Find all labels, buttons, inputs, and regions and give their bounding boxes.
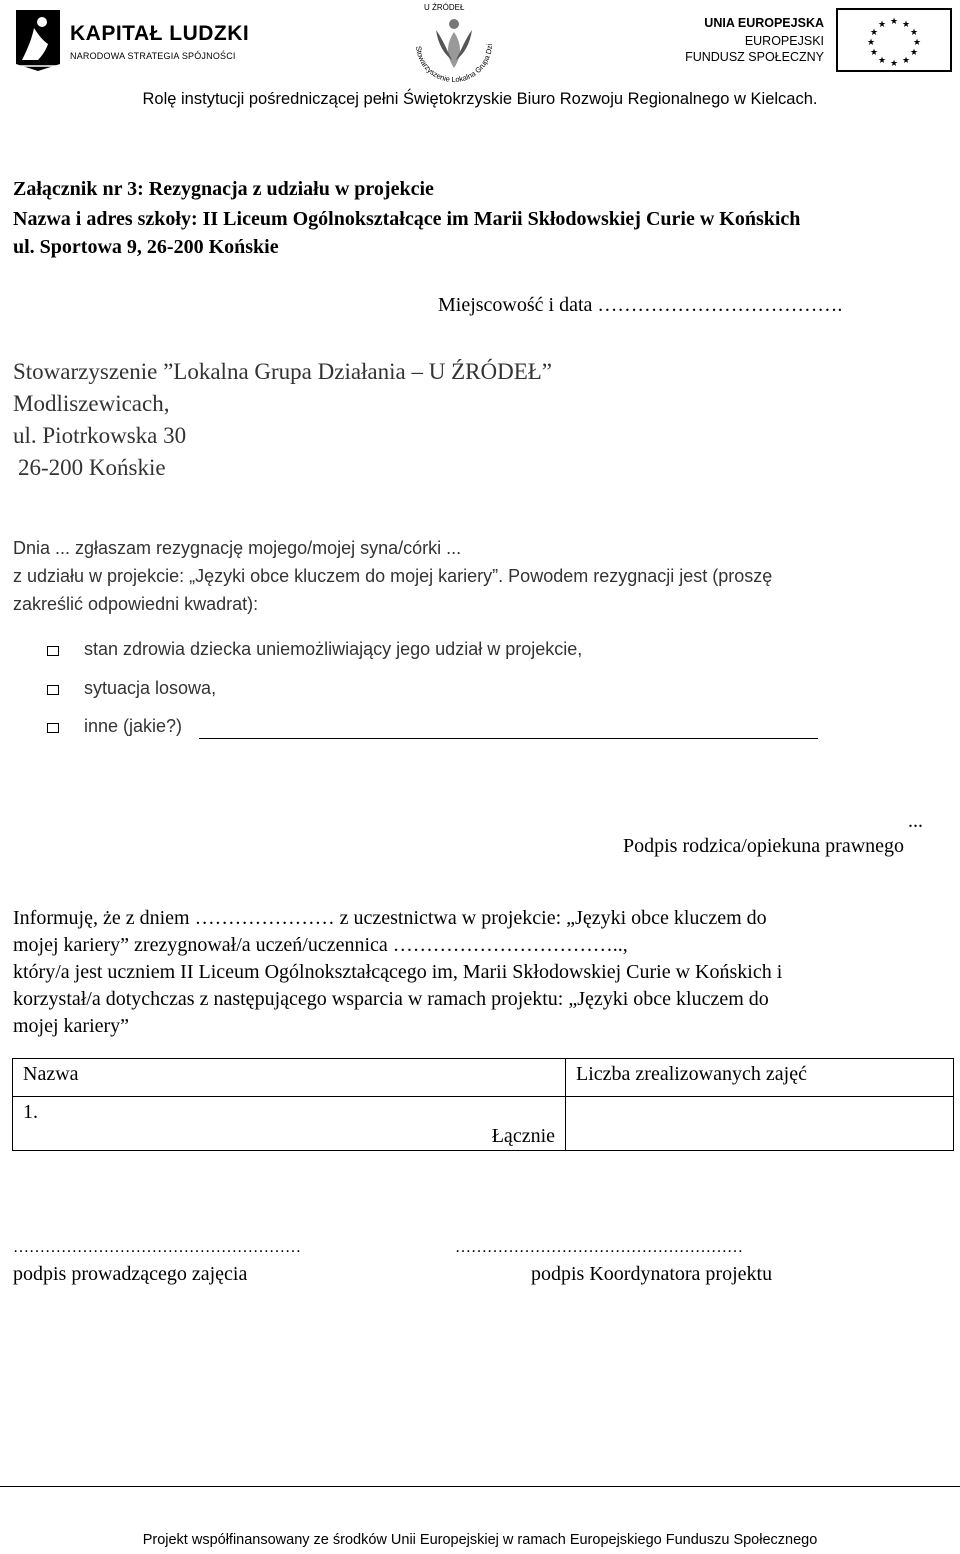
eu-line3: FUNDUSZ SPOŁECZNY xyxy=(685,50,824,64)
svg-text:★: ★ xyxy=(877,19,887,29)
svg-text:★: ★ xyxy=(889,58,899,68)
option-other-label: inne (jakie?) xyxy=(84,716,183,736)
option-random-checkbox[interactable] xyxy=(47,685,59,695)
resignation-statement: Dnia ... zgłaszam rezygnację mojego/mojej syna/córki ... xyxy=(13,538,462,558)
table-total-label: Łącznie xyxy=(491,1125,555,1147)
coordinator-signature-dots: ……………………………………………… xyxy=(455,1239,743,1256)
kapital-ludzki-logo xyxy=(12,8,252,78)
school-address: ul. Sportowa 9, 26-200 Końskie xyxy=(13,236,279,258)
instructor-signature-label: podpis prowadzącego zajęcia xyxy=(13,1263,248,1285)
kapital-ludzki-emblem-icon xyxy=(12,8,64,72)
info-line1: Informuję, że z dniem ………………… z uczestnictwa w projekcie: „Języki obce kluczem do xyxy=(13,907,767,929)
eu-line2: EUROPEJSKI xyxy=(744,34,824,48)
intermediary-institution-note: Rolę instytucji pośredniczącej pełni Świętokrzyskie Biuro Rozwoju Regionalnego w Kielcach. xyxy=(142,90,818,108)
svg-text:★: ★ xyxy=(909,47,919,57)
svg-text:★: ★ xyxy=(912,37,922,47)
info-line4: korzystał/a dotychczas z następującego wsparcia w ramach projektu: „Języki obce kluczem do xyxy=(13,988,769,1010)
eu-line1: UNIA EUROPEJSKA xyxy=(704,16,824,30)
table-header-count: Liczba zrealizowanych zajęć xyxy=(566,1059,954,1097)
footer-divider xyxy=(0,1486,960,1487)
coordinator-signature-label: podpis Koordynatora projektu xyxy=(531,1263,773,1285)
support-table xyxy=(12,1058,954,1151)
info-line2: mojej kariery” zrezygnował/a uczeń/uczennica …………………………….., xyxy=(13,934,628,956)
document-title: Załącznik nr 3: Rezygnacja z udziału w projekcie xyxy=(13,178,434,200)
svg-text:★: ★ xyxy=(866,37,876,47)
info-line3: który/a jest uczniem II Liceum Ogólnokształcącego im, Marii Skłodowskiej Curie w Końskich i xyxy=(13,961,783,983)
table-cell-count[interactable] xyxy=(566,1097,954,1151)
info-line5: mojej kariery” xyxy=(13,1015,130,1037)
resignation-project: z udziału w projekcie: „Języki obce kluczem do mojej kariery”. Powodem rezygnacji jest (proszę xyxy=(13,566,773,586)
parent-signature-dots: ... xyxy=(908,810,923,832)
table-row[interactable] xyxy=(13,1097,566,1151)
eu-efs-logo xyxy=(685,8,952,74)
option-random-label: sytuacja losowa, xyxy=(84,678,217,698)
school-name: Nazwa i adres szkoły: II Liceum Ogólnokształcące im Marii Skłodowskiej Curie w Końskich xyxy=(13,208,801,230)
option-health-label: stan zdrowia dziecka uniemożliwiający jego udział w projekcie, xyxy=(84,639,583,659)
svg-text:★: ★ xyxy=(889,16,899,26)
lgd-ring-text: Stowarzyszenie Lokalna Grupa Dzi xyxy=(414,43,495,85)
table-header-name: Nazwa xyxy=(13,1059,566,1097)
option-health-checkbox[interactable] xyxy=(47,646,59,656)
lgd-u-zrodel-logo xyxy=(406,4,502,86)
kapital-ludzki-title: KAPITAŁ LUDZKI xyxy=(70,22,250,45)
option-other-checkbox[interactable] xyxy=(47,723,59,733)
place-and-date-field[interactable]: Miejscowość i data ………………………………. xyxy=(438,294,843,316)
resignation-instruction: zakreślić odpowiedni kwadrat): xyxy=(13,594,259,614)
recipient-line2: Modliszewicach, xyxy=(13,391,170,416)
recipient-line4: 26-200 Końskie xyxy=(18,455,166,480)
svg-text:★: ★ xyxy=(869,47,879,57)
footer-cofinancing-note: Projekt współfinansowany ze środków Unii Europejskiej w ramach Europejskiego Funduszu Społecznego xyxy=(142,1532,818,1548)
table-row-number: 1. xyxy=(23,1101,38,1123)
kapital-ludzki-subtitle: NARODOWA STRATEGIA SPÓJNOŚCI xyxy=(70,51,236,61)
lgd-emblem-icon xyxy=(406,4,502,86)
option-other-input-line[interactable] xyxy=(199,737,818,739)
lgd-top-text: U ŹRÓDEŁ xyxy=(424,3,465,12)
parent-signature-label: Podpis rodzica/opiekuna prawnego xyxy=(623,835,905,857)
svg-text:★: ★ xyxy=(869,27,879,37)
instructor-signature-dots: ……………………………………………… xyxy=(13,1239,301,1256)
recipient-line3: ul. Piotrkowska 30 xyxy=(13,423,187,448)
recipient-line1: Stowarzyszenie ”Lokalna Grupa Działania – U ŹRÓDEŁ” xyxy=(13,359,553,384)
svg-text:★: ★ xyxy=(877,55,887,65)
svg-text:★: ★ xyxy=(901,19,911,29)
svg-text:★: ★ xyxy=(909,27,919,37)
eu-flag-icon xyxy=(836,8,952,72)
svg-text:★: ★ xyxy=(901,55,911,65)
